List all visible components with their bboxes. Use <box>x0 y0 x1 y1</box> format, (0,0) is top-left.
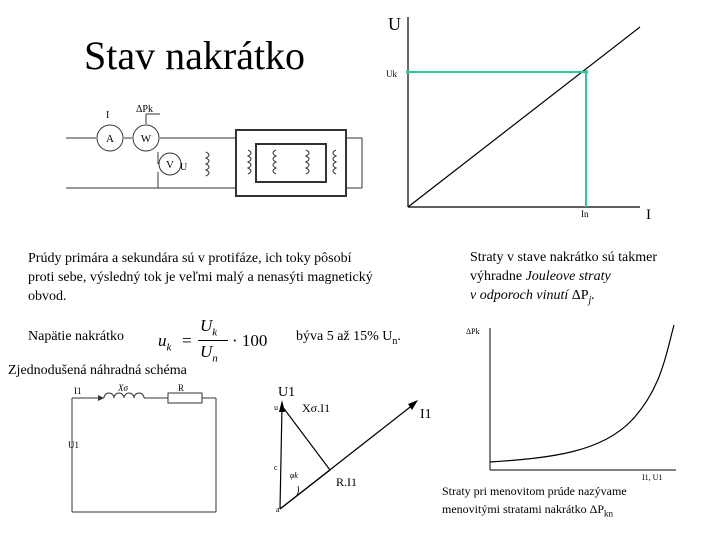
ui-x-axis-label: I <box>646 207 651 223</box>
formula-lhs-sub: k <box>166 341 172 354</box>
uk-tick-label: Uk <box>386 69 397 79</box>
voltage-label: U <box>180 162 188 173</box>
phasor-point-u: u <box>274 403 278 412</box>
losses-line-1: Straty v stave nakrátko sú takmer <box>470 250 658 265</box>
rated-losses-text <box>442 482 627 522</box>
short-circuit-test-diagram <box>66 100 366 220</box>
phasor-xs-drop-label: Xσ.I1 <box>302 401 331 415</box>
losses-line-3-pre: v odporoch vinutí <box>470 288 572 303</box>
simplified-scheme-label: Zjednodušená náhradná schéma <box>8 363 187 378</box>
u1-label: U1 <box>68 440 79 450</box>
ui-characteristic-line <box>408 27 640 207</box>
phasor-point-a: a <box>276 505 280 514</box>
rated-losses-sub: kn <box>604 508 614 519</box>
voltage-label: Napätie nakrátko <box>28 329 125 344</box>
losses-y-axis-label: ΔPk <box>466 327 480 336</box>
losses-symbol: ΔP <box>571 288 589 303</box>
formula-factor: · 100 <box>232 331 268 350</box>
resistor-label: R <box>178 383 185 393</box>
rated-losses-symbol: ΔP <box>589 502 605 516</box>
ui-characteristic-chart <box>378 12 678 232</box>
losses-line-3-end: . <box>591 288 595 303</box>
voltage-formula: $u_k$ = $U_k$ $U_n$ · 100 <box>158 316 268 365</box>
ui-y-axis-label: U <box>388 14 401 34</box>
reactance-label: Xσ <box>118 383 128 393</box>
losses-curve <box>490 325 674 462</box>
phasor-u1-label: U1 <box>278 385 296 400</box>
wattmeter-label: W <box>140 133 152 145</box>
equivalent-circuit-diagram <box>64 384 224 534</box>
phasor-diagram <box>266 384 446 534</box>
formula-numerator: U <box>200 316 213 335</box>
slide-title: Stav nakrátko <box>84 33 306 78</box>
rated-losses-line-1: Straty pri menovitom prúde nazývame <box>442 484 627 498</box>
ammeter-label: A <box>106 133 114 145</box>
losses-curve-chart <box>462 320 682 480</box>
in-tick-label: In <box>581 209 589 219</box>
losses-x-axis-label: I1, U1 <box>642 473 663 482</box>
losses-line-2-italic: Jouleove straty <box>525 269 611 284</box>
phasor-r-drop-label: R.I1 <box>336 475 357 489</box>
losses-paragraph <box>470 248 710 310</box>
power-label: ΔPk <box>136 104 153 115</box>
losses-line-2-pre: výhradne <box>470 269 526 284</box>
currents-paragraph: Prúdy primára a sekundára sú v protifáze, ich toky pôsobí proti sebe, výsledný tok je veľmi malý a nenasýti magnetický obvod. <box>28 251 373 304</box>
voltage-range: býva 5 až 15% $U_n$. <box>296 329 401 347</box>
i1-label: I1 <box>74 386 82 396</box>
losses-symbol-sub: j <box>588 294 592 306</box>
phasor-point-c: c <box>274 463 278 472</box>
voltmeter-label: V <box>166 159 174 171</box>
formula-lhs: u <box>158 331 167 350</box>
formula-denominator-sub: n <box>212 352 218 365</box>
rated-losses-line-2: menovitými stratami nakrátko <box>442 502 590 516</box>
phasor-i1-label: I1 <box>420 407 432 422</box>
current-label: I <box>106 110 110 121</box>
formula-denominator: U <box>200 342 213 361</box>
phasor-angle-label: φk <box>290 471 298 480</box>
formula-numerator-sub: k <box>212 326 218 339</box>
